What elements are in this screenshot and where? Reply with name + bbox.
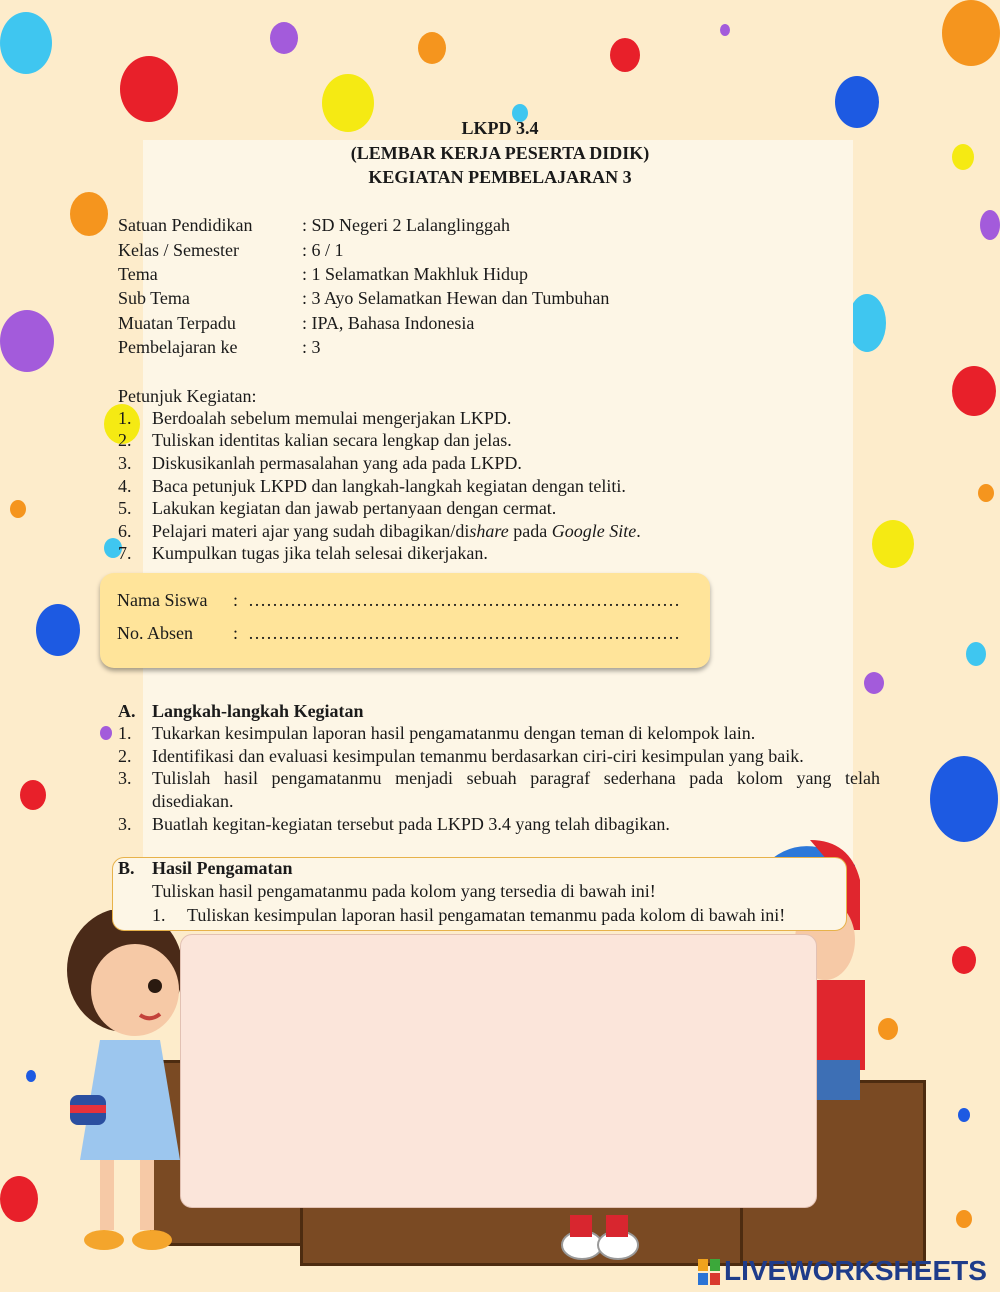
- instruction-italic: Google Site: [551, 521, 637, 541]
- identity-label: Muatan Terpadu: [118, 313, 236, 333]
- decorative-dot: [872, 520, 914, 568]
- answer-textarea[interactable]: [180, 934, 817, 1208]
- section-b-subtitle: Tuliskan hasil pengamatanmu pada kolom yang tersedia di bawah ini!: [152, 881, 656, 901]
- decorative-dot: [10, 500, 26, 518]
- identity-value: : SD Negeri 2 Lalanglinggah: [302, 215, 510, 235]
- decorative-dot: [978, 484, 994, 502]
- student-absen-colon: :: [233, 623, 239, 643]
- decorative-dot: [952, 946, 976, 974]
- identity-value: : 6 / 1: [302, 240, 344, 260]
- step-number: 3.: [118, 814, 132, 834]
- instruction-item: Tuliskan identitas kalian secara lengkap dan jelas.: [152, 430, 512, 450]
- student-absen-field[interactable]: ………………………………………………………………: [248, 623, 680, 643]
- liveworksheets-logo[interactable]: [698, 1255, 987, 1287]
- instruction-number: 5.: [118, 498, 132, 518]
- instruction-number: 7.: [118, 543, 132, 563]
- section-b-item-text: Tuliskan kesimpulan laporan hasil pengamatan temanmu pada kolom di bawah ini!: [187, 905, 786, 925]
- instruction-item: Kumpulkan tugas jika telah selesai dikerjakan.: [152, 543, 488, 563]
- identity-label: Pembelajaran ke: [118, 337, 238, 357]
- identity-label: Satuan Pendidikan: [118, 215, 253, 235]
- instruction-item: Diskusikanlah permasalahan yang ada pada LKPD.: [152, 453, 522, 473]
- identity-value: : 3 Ayo Selamatkan Hewan dan Tumbuhan: [302, 288, 610, 308]
- worksheet-code: LKPD 3.4: [461, 118, 539, 138]
- step-item: Buatlah kegitan-kegiatan tersebut pada LKPD 3.4 yang telah dibagikan.: [152, 814, 670, 834]
- decorative-dot: [0, 310, 54, 372]
- step-number: 2.: [118, 746, 132, 766]
- decorative-dot: [720, 24, 730, 36]
- identity-label: Tema: [118, 264, 158, 284]
- instruction-text: pada: [508, 521, 552, 541]
- decorative-dot: [270, 22, 298, 54]
- step-item-continued: disediakan.: [152, 791, 234, 811]
- student-name-field[interactable]: ………………………………………………………………: [248, 590, 680, 610]
- instruction-item: Berdoalah sebelum memulai mengerjakan LKPD.: [152, 408, 512, 428]
- decorative-dot: [610, 38, 640, 72]
- step-item: Tulislah hasil pengamatanmu menjadi sebuah paragraf sederhana pada kolom yang telah: [152, 768, 880, 788]
- decorative-dot: [956, 1210, 972, 1228]
- liveworksheets-logo-text: LIVEWORKSHEETS: [724, 1255, 987, 1286]
- decorative-dot: [930, 756, 998, 842]
- student-name-label: Nama Siswa: [117, 590, 208, 610]
- section-b-item-number: 1.: [152, 905, 166, 925]
- decorative-dot: [418, 32, 446, 64]
- decorative-dot: [120, 56, 178, 122]
- identity-label: Kelas / Semester: [118, 240, 239, 260]
- instruction-number: 3.: [118, 453, 132, 473]
- step-item: Identifikasi dan evaluasi kesimpulan temanmu berdasarkan ciri-ciri kesimpulan yang baik.: [152, 746, 804, 766]
- identity-value: : IPA, Bahasa Indonesia: [302, 313, 475, 333]
- instruction-item: [152, 521, 641, 542]
- student-info-box: [100, 573, 710, 668]
- section-a-title: Langkah-langkah Kegiatan: [152, 701, 364, 721]
- decorative-dot: [20, 780, 46, 810]
- student-absen-label: No. Absen: [117, 623, 193, 643]
- decorative-dot: [864, 672, 884, 694]
- decorative-dot: [958, 1108, 970, 1122]
- decorative-dot: [848, 294, 886, 352]
- instruction-italic: share: [469, 521, 509, 541]
- instructions-heading: Petunjuk Kegiatan:: [118, 386, 257, 406]
- decorative-dot: [100, 726, 112, 740]
- instruction-number: 4.: [118, 476, 132, 496]
- decorative-dot: [70, 192, 108, 236]
- section-a-letter: A.: [118, 701, 136, 721]
- student-name-colon: :: [233, 590, 239, 610]
- section-b-letter: B.: [118, 858, 135, 878]
- decorative-dot: [878, 1018, 898, 1040]
- decorative-dot: [980, 210, 1000, 240]
- step-number: 1.: [118, 723, 132, 743]
- instruction-text: Pelajari materi ajar yang sudah dibagikan/di: [152, 521, 470, 541]
- identity-value: : 3: [302, 337, 321, 357]
- decorative-dot: [0, 12, 52, 74]
- step-item: Tukarkan kesimpulan laporan hasil pengamatanmu dengan teman di kelompok lain.: [152, 723, 756, 743]
- sneakers-illustration: [560, 1205, 640, 1265]
- identity-value: : 1 Selamatkan Makhluk Hidup: [302, 264, 528, 284]
- decorative-dot: [36, 604, 80, 656]
- instruction-number: 2.: [118, 430, 132, 450]
- decorative-dot: [0, 1176, 38, 1222]
- decorative-dot: [942, 0, 1000, 66]
- step-number: 3.: [118, 768, 132, 788]
- instruction-item: Baca petunjuk LKPD dan langkah-langkah kegiatan dengan teliti.: [152, 476, 626, 496]
- decorative-dot: [26, 1070, 36, 1082]
- worksheet-subtitle: (LEMBAR KERJA PESERTA DIDIK): [350, 143, 650, 163]
- identity-label: Sub Tema: [118, 288, 190, 308]
- instruction-number: 6.: [118, 521, 132, 541]
- instruction-item: Lakukan kegiatan dan jawab pertanyaan dengan cermat.: [152, 498, 557, 518]
- lesson-title: KEGIATAN PEMBELAJARAN 3: [368, 167, 632, 187]
- instruction-text: .: [636, 521, 641, 541]
- liveworksheets-logo-icon: [698, 1259, 720, 1285]
- girl-character-illustration: [40, 910, 200, 1260]
- decorative-dot: [952, 366, 996, 416]
- decorative-dot: [966, 642, 986, 666]
- instruction-number: 1.: [118, 408, 132, 428]
- section-b-title: Hasil Pengamatan: [152, 858, 293, 878]
